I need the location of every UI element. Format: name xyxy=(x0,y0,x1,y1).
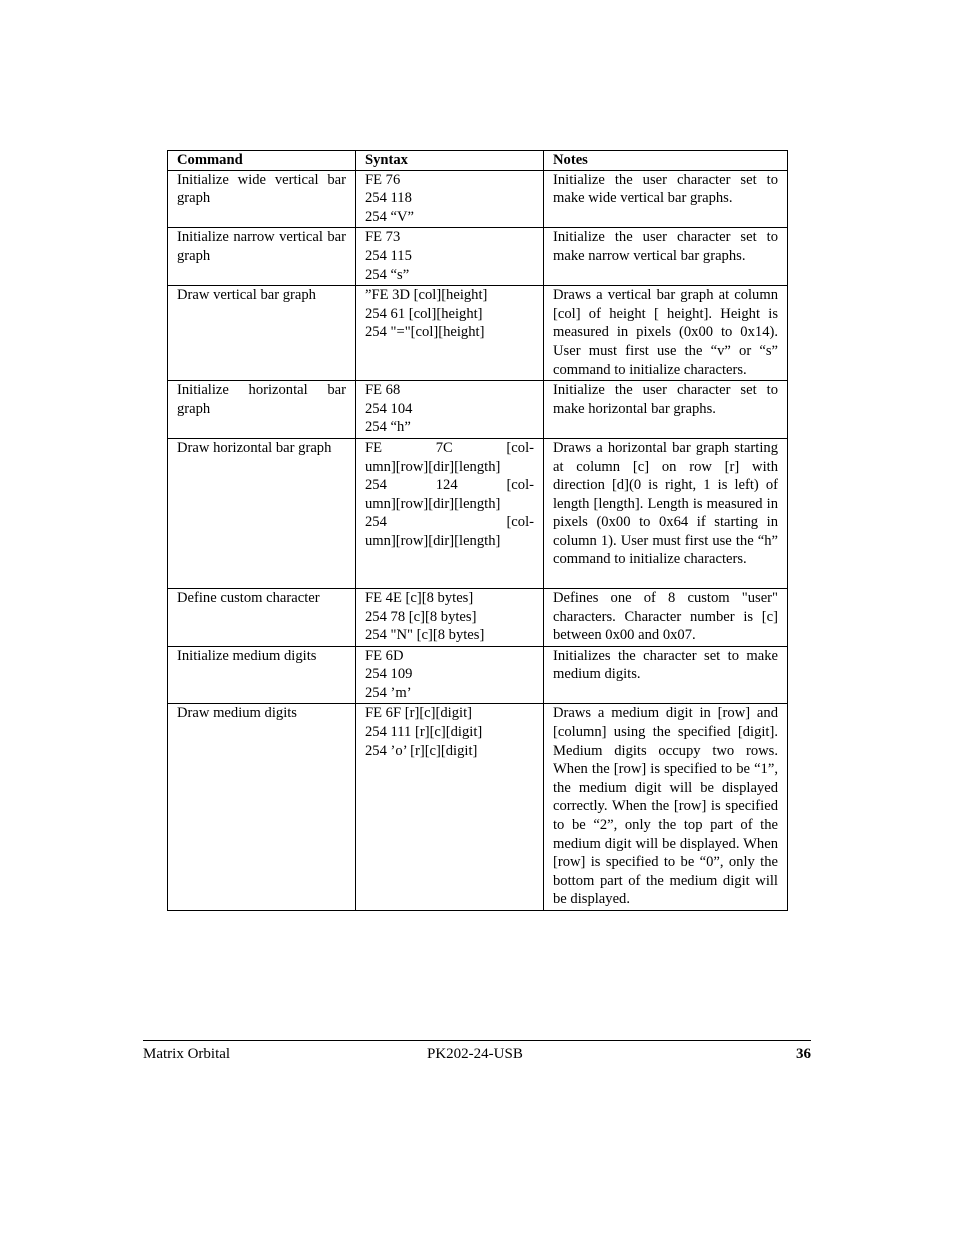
syntax-line: 254 104 xyxy=(365,400,413,417)
syntax-line: FE 4E [c][8 bytes] xyxy=(365,589,474,606)
syntax-cell xyxy=(356,704,544,911)
notes-cell: Initialize the user character set to make wide vertical bar graphs. xyxy=(544,170,788,228)
command-cell: Draw vertical bar graph xyxy=(168,286,356,381)
syntax-line: 254 ’m’ xyxy=(365,684,412,701)
page-number: 36 xyxy=(796,1046,811,1062)
syntax-cell xyxy=(356,588,544,646)
table-row xyxy=(168,381,788,439)
syntax-line: FE 76 xyxy=(365,171,401,188)
syntax-cell xyxy=(356,381,544,439)
syntax-line: 254 ’o’ [r][c][digit] xyxy=(365,742,478,759)
syntax-line: FE 73 xyxy=(365,229,401,246)
table-row xyxy=(168,438,788,588)
syntax-line: umn][row][dir][length] xyxy=(365,495,501,512)
command-cell: Initialize wide vertical bar graph xyxy=(168,170,356,228)
syntax-line: 254 124 [col- xyxy=(365,477,534,494)
syntax-line: 254 “s” xyxy=(365,266,410,283)
footer-product: PK202-24-USB xyxy=(427,1046,523,1062)
command-cell: Initialize horizontal bar graph xyxy=(168,381,356,439)
syntax-line: 254 “h” xyxy=(365,419,411,436)
syntax-line: 254 111 [r][c][digit] xyxy=(365,724,483,741)
syntax-line: 254 “V” xyxy=(365,208,415,225)
table-row xyxy=(168,170,788,228)
notes-cell: Draws a vertical bar graph at column [col] of height [ height]. Height is measured in pixels (0x00 to 0x14). User must first use the “v” or “s” command to initialize characters. xyxy=(544,286,788,381)
command-cell: Initialize medium digits xyxy=(168,646,356,704)
notes-cell: Draws a horizontal bar graph starting at column [c] on row [r] with direction [d](0 is right, 1 is left) of length [length]. Length is measured in pixels (0x00 to 0x64 if starting in column 1). User must first use the “h” command to initialize characters. xyxy=(544,438,788,588)
header-command: Command xyxy=(168,151,356,171)
syntax-line: ”FE 3D [col][height] xyxy=(365,287,488,304)
syntax-cell xyxy=(356,438,544,588)
table-row xyxy=(168,228,788,286)
syntax-line: 254 115 xyxy=(365,247,412,264)
syntax-line: FE 6F [r][c][digit] xyxy=(365,705,472,722)
syntax-cell xyxy=(356,646,544,704)
command-cell: Draw horizontal bar graph xyxy=(168,438,356,588)
syntax-line: umn][row][dir][length] xyxy=(365,532,501,549)
syntax-line: 254 "="[col][height] xyxy=(365,324,485,341)
syntax-line: 254 "N" [c][8 bytes] xyxy=(365,627,485,644)
command-cell: Draw medium digits xyxy=(168,704,356,911)
table-row xyxy=(168,286,788,381)
command-table xyxy=(167,150,788,911)
command-cell: Initialize narrow vertical bar graph xyxy=(168,228,356,286)
notes-cell: Initialize the user character set to make horizontal bar graphs. xyxy=(544,381,788,439)
table-row xyxy=(168,588,788,646)
notes-cell: Draws a medium digit in [row] and [column] using the specified [digit]. Medium digits occupy two rows. When the [row] is specified to be “1”, the medium digit will be displayed correctly. When the [row] is specified to be “2”, only the top part of the medium digit will be displayed. When [row] is specified to be “0”, only the bottom part of the medium digit will be displayed. xyxy=(544,704,788,911)
syntax-line: FE 6D xyxy=(365,647,404,664)
syntax-line: 254 61 [col][height] xyxy=(365,305,483,322)
table-header-row xyxy=(168,151,788,171)
syntax-cell xyxy=(356,286,544,381)
syntax-line: 254 [col- xyxy=(365,514,534,531)
syntax-cell xyxy=(356,170,544,228)
syntax-cell xyxy=(356,228,544,286)
footer-company: Matrix Orbital xyxy=(143,1046,231,1062)
header-notes: Notes xyxy=(544,151,788,171)
footer-rule xyxy=(143,1040,811,1041)
syntax-line: 254 78 [c][8 bytes] xyxy=(365,608,477,625)
table-row xyxy=(168,704,788,911)
notes-cell: Initializes the character set to make medium digits. xyxy=(544,646,788,704)
syntax-line: umn][row][dir][length] xyxy=(365,458,501,475)
syntax-line: FE 7C [col- xyxy=(365,439,534,456)
notes-cell: Defines one of 8 custom "user" characters. Character number is [c] between 0x00 and 0x07. xyxy=(544,588,788,646)
syntax-line: 254 118 xyxy=(365,190,412,207)
syntax-line: FE 68 xyxy=(365,382,401,399)
header-syntax: Syntax xyxy=(356,151,544,171)
command-cell: Define custom character xyxy=(168,588,356,646)
table-row xyxy=(168,646,788,704)
notes-cell: Initialize the user character set to make narrow vertical bar graphs. xyxy=(544,228,788,286)
syntax-line: 254 109 xyxy=(365,666,413,683)
